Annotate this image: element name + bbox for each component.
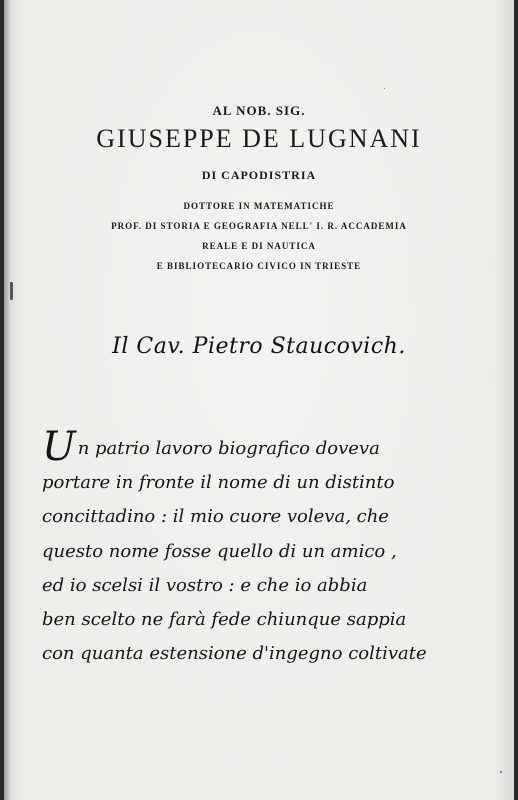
- dedicatee-origin: DI CAPODISTRIA: [201, 168, 317, 182]
- paper-speck: [500, 771, 502, 773]
- title-line: PROF. DI STORIA E GEOGRAFIA NELL' I. R. ACCADEMIA: [111, 221, 407, 231]
- letter-line: concittadino : il mio cuore voleva, che: [42, 506, 389, 528]
- page-edge-shadow: [4, 0, 10, 800]
- dedicatee-name: GIUSEPPE DE LUGNANI: [96, 124, 422, 153]
- title-line: E BIBLIOTECARIO CIVICO IN TRIESTE: [156, 261, 362, 271]
- letter-line: ben scelto ne farà fede chiunque sappia: [42, 609, 407, 631]
- letter-line: ed io scelsi il vostro : e che io abbia: [42, 574, 368, 596]
- binding-mark: [10, 282, 13, 300]
- paper-speck: [384, 88, 385, 89]
- title-line: REALE E DI NAUTICA: [202, 241, 316, 251]
- letter-line: con quanta estensione d'ingegno coltivate: [42, 643, 427, 665]
- letter-line: [42, 424, 512, 470]
- letter-line: portare in fronte il nome di un distinto: [42, 472, 395, 494]
- dedicatee-titles: [4, 196, 514, 276]
- author-signature: Il Cav. Pietro Staucovich.: [112, 334, 406, 359]
- book-page: [4, 0, 514, 800]
- letter-body: [42, 424, 512, 671]
- letter-line: questo nome fosse quello di un amico ,: [42, 540, 397, 562]
- dedication-line: AL NOB. SIG.: [212, 103, 306, 118]
- drop-cap: U: [42, 424, 76, 470]
- title-line: DOTTORE IN MATEMATICHE: [183, 201, 335, 211]
- letter-line-text: n patrio lavoro biografico doveva: [77, 438, 380, 459]
